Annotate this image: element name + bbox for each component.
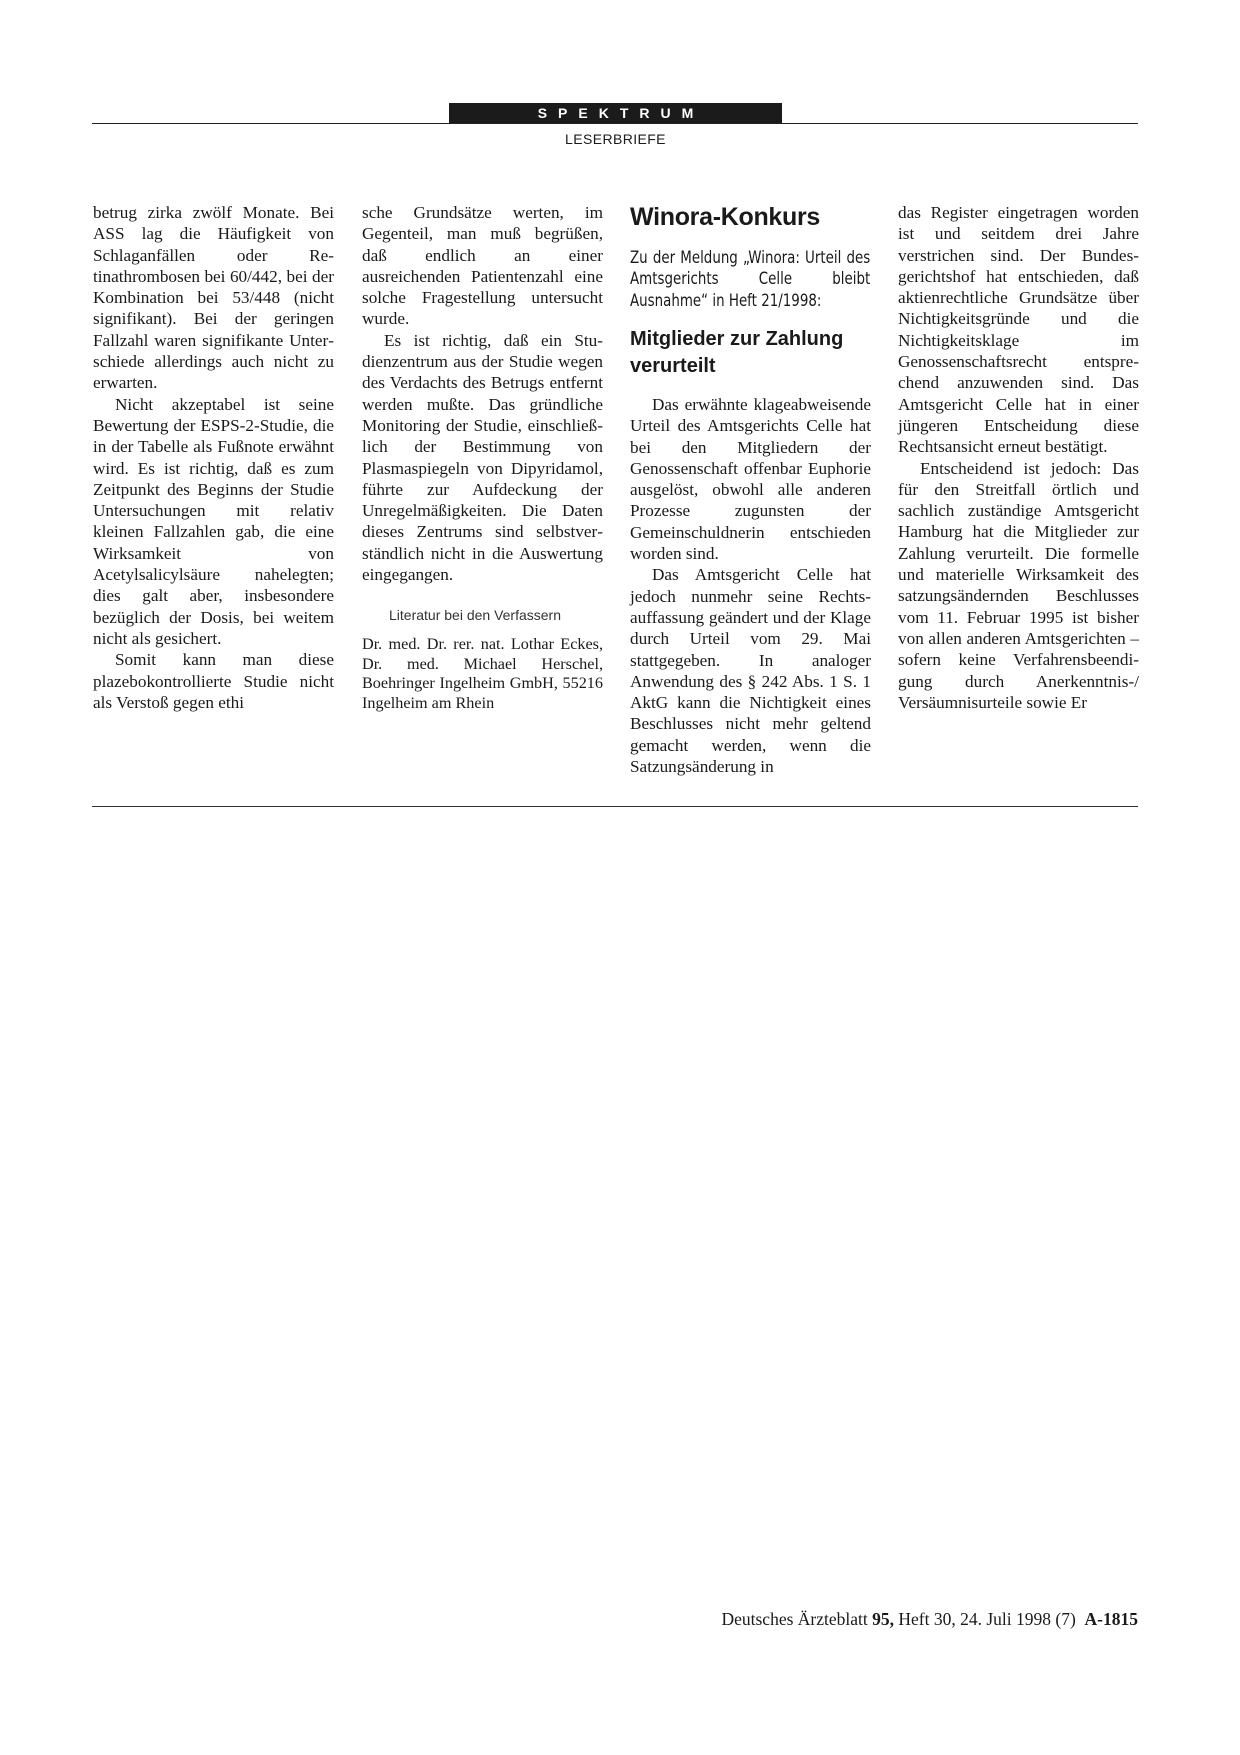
column-4-paragraph-2: Entscheidend ist jedoch: Das für den Streitfall örtlich und sachlich zuständige Amtsgericht Hamburg hat die Mitglieder zur Zahlung verurteilt. Die formelle und materielle Wirksamkeit des satzungsändernden Beschlusses vom 11. Februar 1995 ist bisher von allen anderen Amtsgerichten – sofern keine Verfahrensbeendigung durch Anerkenntnis-/ Versäumnisurteile sowie Er (898, 458, 1139, 712)
issue-info: Heft 30, 24. Juli 1998 (7) (898, 1609, 1076, 1629)
literature-note: Literatur bei den Verfassern (389, 607, 561, 624)
column-3-paragraph-2: Das Amtsgericht Celle hat jedoch nunmehr seine Rechtsauffassung geändert und der Klage durch Urteil vom 29. Mai stattgegeben. In analoger Anwendung des § 242 Abs. 1 S. 1 AktG kann die Nichtigkeit eines Beschlusses nicht mehr geltend gemacht werden, wenn die Satzungsänderung in (630, 565, 871, 777)
journal-volume: 95, (872, 1609, 894, 1629)
page-number: A-1815 (1084, 1609, 1138, 1629)
subsection-label: LESERBRIEFE (565, 131, 666, 147)
page-footer (721, 1609, 1138, 1630)
column-1-paragraph-1: betrug zirka zwölf Monate. Bei ASS lag die Häufigkeit von Schlaganfällen oder Retinathrombosen bei 60/442, bei der Kombination bei 53/448 (nicht signifikant). Bei der geringen Fallzahl waren signifikante Unterschiede allerdings auch nicht zu erwarten. (93, 203, 334, 393)
column-3-paragraph-1: Das erwähnte klageabweisende Urteil des Amtsgerichts Celle hat bei den Mitgliedern der Genossenschaft offenbar Euphorie ausgelöst, obwohl alle anderen Prozesse zugunsten der Gemeinschuldnerin entschieden worden sind. (630, 395, 871, 564)
article-subtitle: Mitglieder zur Zahlung verurteilt (630, 328, 844, 377)
header-rule (92, 123, 1138, 124)
article-intro-wrapper (630, 248, 871, 314)
column-1-paragraph-3: Somit kann man diese plazebokontrollierte Studie nicht als Verstoß gegen ethi (93, 650, 334, 712)
bottom-rule (92, 806, 1138, 807)
column-2 (362, 202, 603, 713)
column-1 (93, 202, 334, 713)
article-title: Winora-Konkurs (630, 203, 821, 231)
column-1-paragraph-2: Nicht akzeptabel ist seine Bewertung der ESPS-2-Studie, die in der Tabelle als Fußnote erwähnt wird. Es ist richtig, daß es zum Zeitpunkt des Beginns der Studie Untersuchungen mit relativ kleinen Fallzahlen gab, die eine Wirksamkeit von Acetylsalicylsäure nahelegten; dies galt aber, insbesondere bezüglich der Dosis, bei weitem nicht als gesichert. (93, 394, 334, 648)
column-4-paragraph-1: das Register eingetragen worden ist und seitdem drei Jahre verstrichen sind. Der Bundesgerichtshof hat entschieden, daß aktienrechtliche Grundsätze über Nichtigkeitsgründe und die Nichtigkeitsklage im Genossenschaftsrecht entsprechend anzuwenden sind. Das Amtsgericht Celle hat in einer jüngeren Entscheidung diese Rechtsansicht erneut bestätigt. (898, 203, 1139, 457)
column-4 (898, 202, 1139, 713)
section-label: SPEKTRUM (449, 103, 782, 123)
journal-name: Deutsches Ärzteblatt (721, 1609, 868, 1629)
column-2-paragraph-2: Es ist richtig, daß ein Studienzentrum aus der Studie wegen des Verdachts des Betrugs entfernt werden mußte. Das gründliche Monitoring der Studie, einschließlich der Bestimmung von Plasmaspiegeln von Dipyridamol, führte zur Aufdeckung der Unregelmäßigkeiten. Die Daten dieses Zentrums sind selbstverständlich nicht in die Auswertung eingegangen. (362, 330, 603, 585)
letter-authors: Dr. med. Dr. rer. nat. Lothar Eckes, Dr. med. Michael Herschel, Boehringer Ingelheim GmbH, 55216 Ingelheim am Rhein (362, 635, 603, 712)
article-intro: Zu der Meldung „Winora: Urteil des Amtsgerichts Celle bleibt Ausnahme“ in Heft 21/1998: (630, 248, 871, 311)
column-2-paragraph-1: sche Grundsätze werten, im Gegenteil, man muß begrüßen, daß endlich an einer ausreichenden Patientenzahl eine solche Fragestellung untersucht wurde. (362, 203, 603, 329)
column-3 (630, 202, 871, 777)
